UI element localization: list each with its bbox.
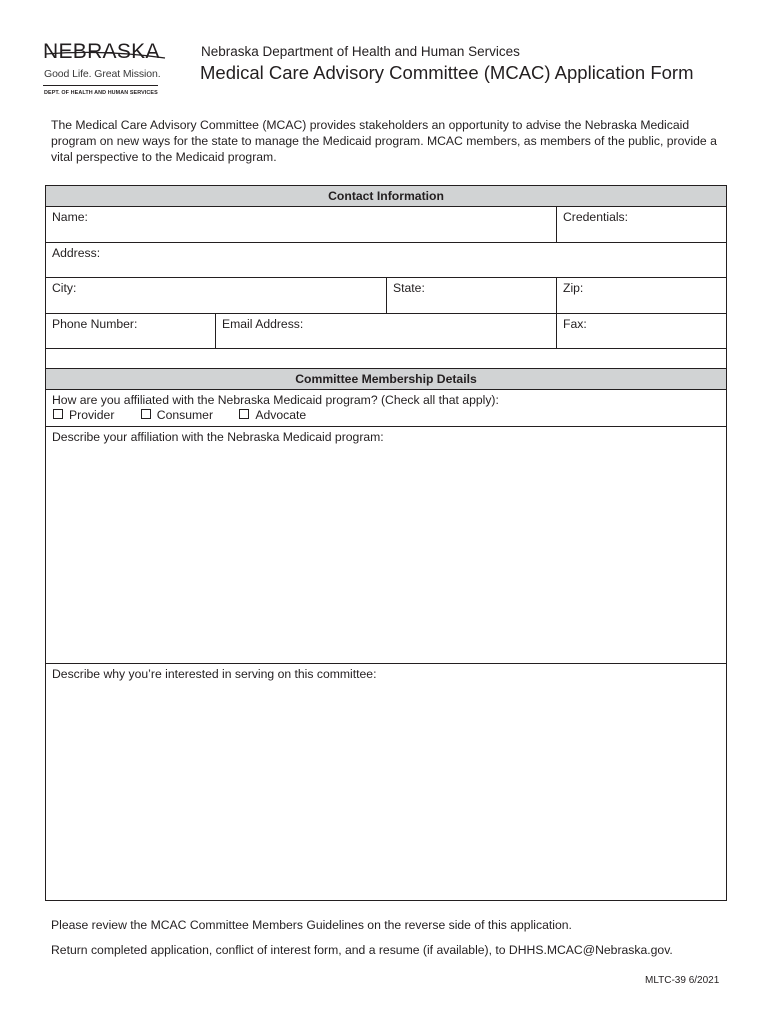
zip-label: Zip:	[563, 281, 584, 295]
fax-field[interactable]	[557, 314, 727, 349]
address-field[interactable]	[46, 243, 727, 278]
credentials-field[interactable]	[557, 207, 727, 243]
option-provider[interactable]	[52, 408, 114, 422]
credentials-label: Credentials:	[563, 210, 629, 224]
zip-field[interactable]	[557, 278, 727, 314]
logo-divider	[43, 85, 158, 86]
return-instructions: Return completed application, conflict of interest form, and a resume (if available), to DHHS.MCAC@Nebraska.gov.	[51, 943, 673, 957]
intro-paragraph: The Medical Care Advisory Committee (MCAC) provides stakeholders an opportunity to advise the Nebraska Medicaid program on new ways for the state to manage the Medicaid program. MCAC members, as members of the public, provide a vital perspective to the Medicaid program.	[51, 118, 717, 164]
agency-name: Nebraska Department of Health and Human Services	[201, 44, 520, 59]
guidelines-note: Please review the MCAC Committee Members Guidelines on the reverse side of this application.	[51, 918, 572, 932]
state-field[interactable]	[387, 278, 557, 314]
interest-description-label: Describe why you’re interested in serving on this committee:	[52, 667, 377, 681]
provider-checkbox[interactable]	[53, 409, 63, 419]
city-label: City:	[52, 281, 77, 295]
phone-field[interactable]	[46, 314, 216, 349]
consumer-checkbox[interactable]	[141, 409, 151, 419]
nebraska-dhhs-logo	[43, 40, 173, 102]
affiliation-question: How are you affiliated with the Nebraska Medicaid program? (Check all that apply):	[52, 393, 499, 407]
affiliation-question-cell	[46, 390, 727, 427]
name-field[interactable]	[46, 207, 557, 243]
form-title: Medical Care Advisory Committee (MCAC) Application Form	[200, 62, 694, 83]
email-label: Email Address:	[222, 317, 304, 331]
advocate-checkbox[interactable]	[239, 409, 249, 419]
state-label: State:	[393, 281, 425, 295]
application-form-table	[45, 185, 727, 901]
provider-label: Provider	[69, 408, 115, 422]
affiliation-description-label: Describe your affiliation with the Nebraska Medicaid program:	[52, 430, 384, 444]
form-number: MLTC-39 6/2021	[645, 975, 720, 986]
option-advocate[interactable]	[238, 408, 306, 422]
city-field[interactable]	[46, 278, 387, 314]
affiliation-description-field[interactable]	[46, 427, 727, 664]
option-consumer[interactable]	[140, 408, 213, 422]
contact-section-heading: Contact Information	[46, 186, 727, 207]
logo-dept-text: DEPT. OF HEALTH AND HUMAN SERVICES	[44, 90, 158, 96]
email-field[interactable]	[216, 314, 557, 349]
membership-section-heading: Committee Membership Details	[46, 369, 727, 390]
logo-tagline: Good Life. Great Mission.	[44, 68, 161, 80]
logo-swoosh-icon	[43, 48, 168, 62]
name-label: Name:	[52, 210, 88, 224]
advocate-label: Advocate	[255, 408, 307, 422]
phone-label: Phone Number:	[52, 317, 138, 331]
fax-label: Fax:	[563, 317, 587, 331]
affiliation-options	[52, 408, 720, 423]
logo-wordmark: NEBRASKA	[43, 40, 160, 63]
section-spacer	[46, 349, 727, 369]
address-label: Address:	[52, 246, 101, 260]
consumer-label: Consumer	[156, 408, 213, 422]
interest-description-field[interactable]	[46, 664, 727, 901]
